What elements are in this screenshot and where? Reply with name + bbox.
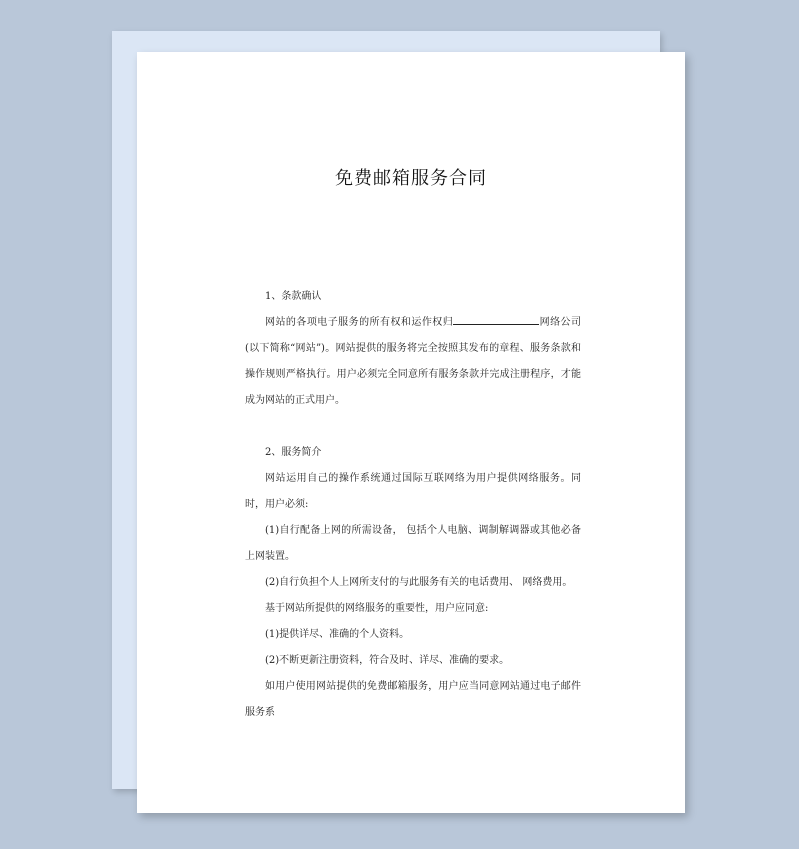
requirement-fees-paragraph: (2)自行负担个人上网所支付的与此服务有关的电话费用、 网络费用。: [265, 577, 573, 588]
section-heading-terms-confirmation: 1、条款确认: [265, 291, 322, 302]
paragraph-text-after-blank: 网络公司(以下简称“网站”)。网站提供的服务将完全按照其发布的章程、服务条款和操作规则严格执行。用户必须完全同意所有服务条款并完成注册程序，才能成为网站的正式用户。: [245, 317, 582, 406]
service-intro-paragraph: 网站运用自己的操作系统通过国际互联网络为用户提供网络服务。同时，用户必须:: [245, 473, 581, 510]
document-body: [245, 284, 581, 726]
fill-in-blank-line: [453, 314, 539, 325]
document-title: 免费邮箱服务合同: [335, 168, 487, 189]
terms-confirmation-paragraph: [245, 310, 581, 414]
section-spacer: [245, 414, 581, 440]
paragraph-text-before-blank: 网站的各项电子服务的所有权和运作权归: [265, 317, 454, 328]
document-page: [137, 52, 685, 813]
requirement-equipment-paragraph: (1)自行配备上网的所需设备， 包括个人电脑、调制解调器或其他必备上网装置。: [245, 525, 581, 562]
agreement-accurate-info-paragraph: (1)提供详尽、准确的个人资料。: [265, 629, 410, 640]
user-agreement-paragraph: 基于网站所提供的网络服务的重要性，用户应同意:: [265, 603, 489, 614]
section-heading-service-intro: 2、服务简介: [265, 447, 322, 458]
free-mailbox-paragraph: 如用户使用网站提供的免费邮箱服务，用户应当同意网站通过电子邮件服务系: [245, 681, 581, 718]
agreement-update-info-paragraph: (2)不断更新注册资料，符合及时、详尽、准确的要求。: [265, 655, 510, 666]
